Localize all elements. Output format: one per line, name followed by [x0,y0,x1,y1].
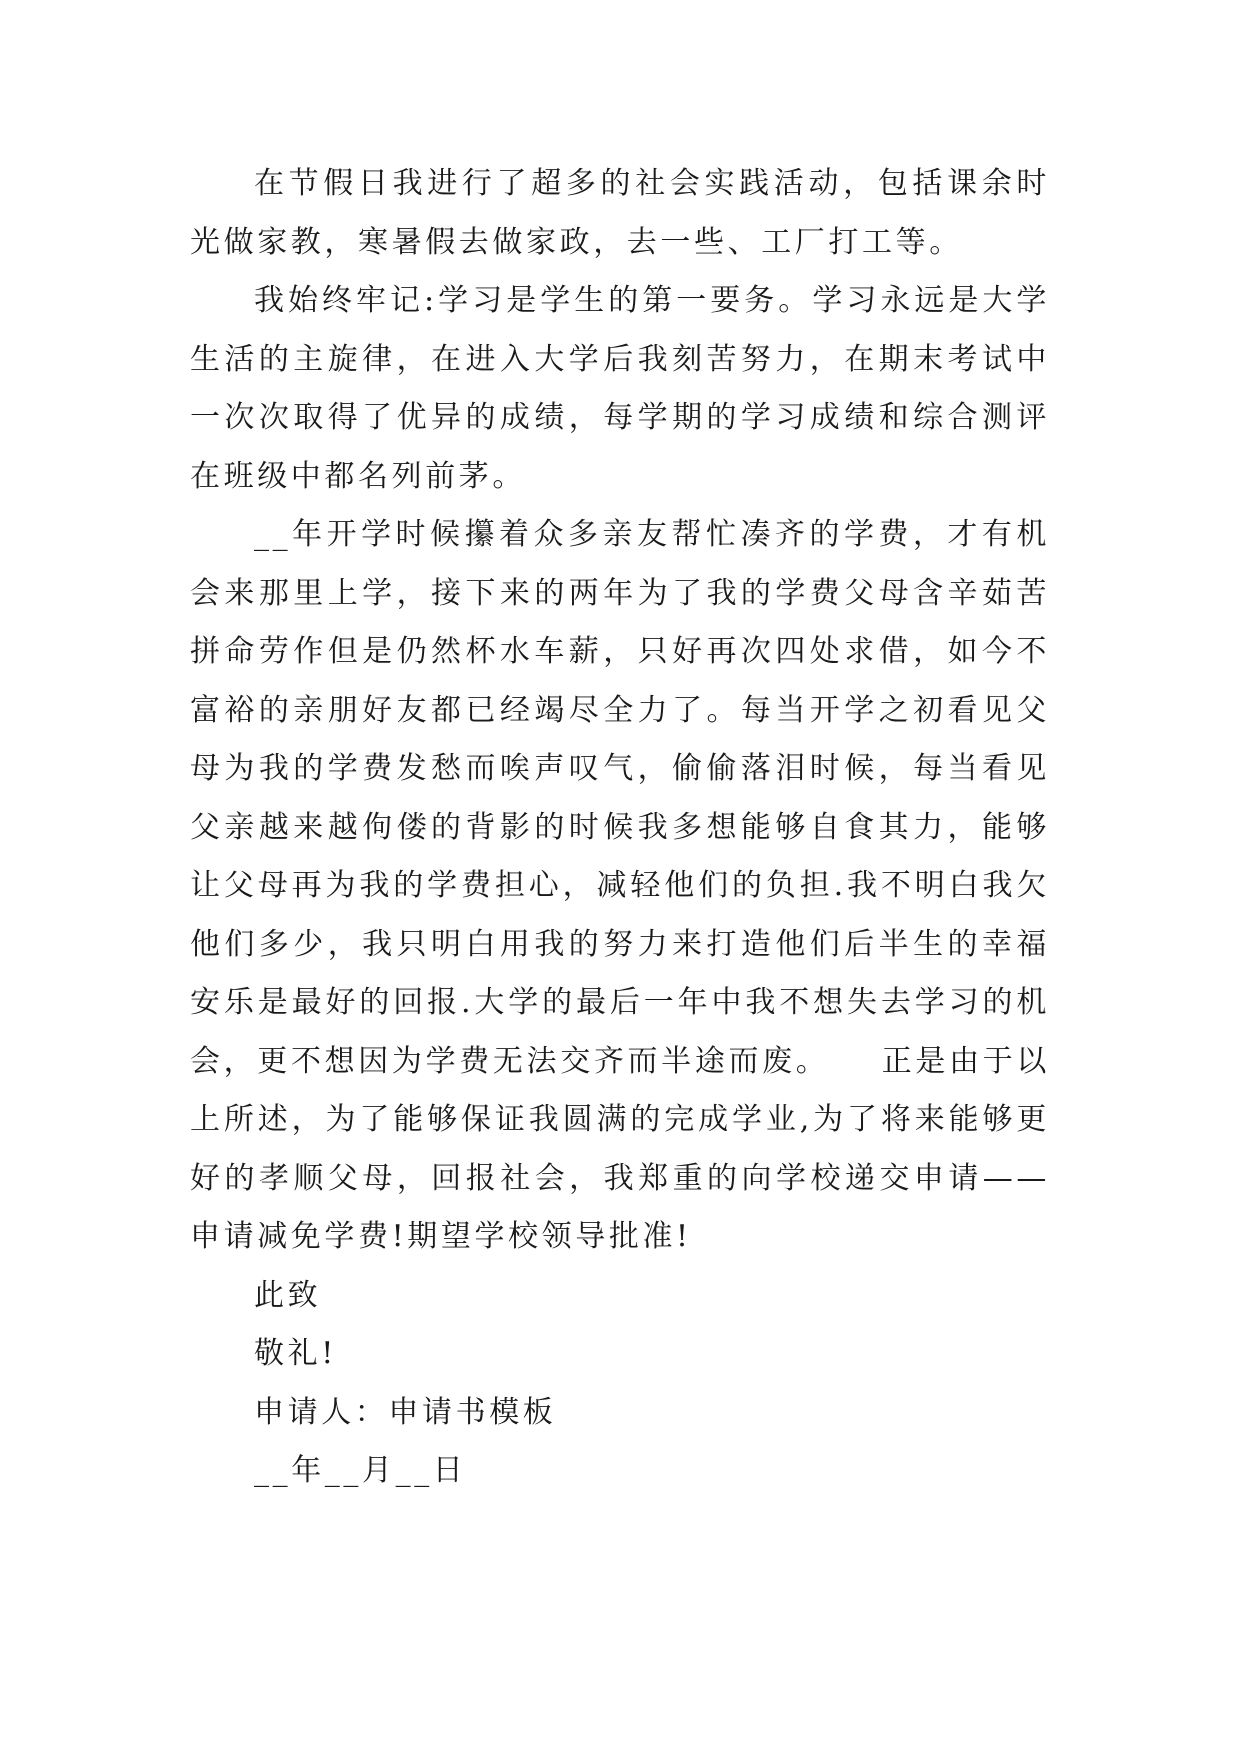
date-line: __年__月__日 [254,1453,467,1488]
closing-regards: 敬礼! [254,1336,337,1371]
paragraph-study: 我始终牢记:学习是学生的第一要务。学习永远是大学生活的主旋律，在进入大学后我刻苦努力，在期末考试中一次次取得了优异的成绩，每学期的学习成绩和综合测评在班级中都名列前茅。 [190,283,1050,494]
closing-salutation: 此致 [254,1277,322,1313]
paragraph-social-practice: 在节假日我进行了超多的社会实践活动，包括课余时光做家教，寒暑假去做家政，去一些、工厂打工等。 [190,166,1050,260]
applicant-line: 申请人：申请书模板 [254,1394,557,1430]
paragraph-tuition-request: __年开学时候攥着众多亲友帮忙凑齐的学费，才有机会来那里上学，接下来的两年为了我的学费父母含辛茹苦拼命劳作但是仍然杯水车薪，只好再次四处求借，如今不富裕的亲朋好友都已经竭尽全力了。每当开学之初看见父母为我的学费发愁而唉声叹气，偷偷落泪时候，每当看见父亲越来越佝偻的背影的时候我多想能够自食其力，能够让父母再为我的学费担心，减轻他们的负担.我不明白我欠他们多少，我只明白用我的努力来打造他们后半生的幸福安乐是最好的回报.大学的最后一年中我不想失去学习的机会，更不想因为学费无法交齐而半途而废。 正是由于以上所述，为了能够保证我圆满的完成学业,为了将来能够更好的孝顺父母，回报社会，我郑重的向学校递交申请——申请减免学费!期望学校领导批准! [190,517,1050,1254]
document-body [190,155,1050,1501]
